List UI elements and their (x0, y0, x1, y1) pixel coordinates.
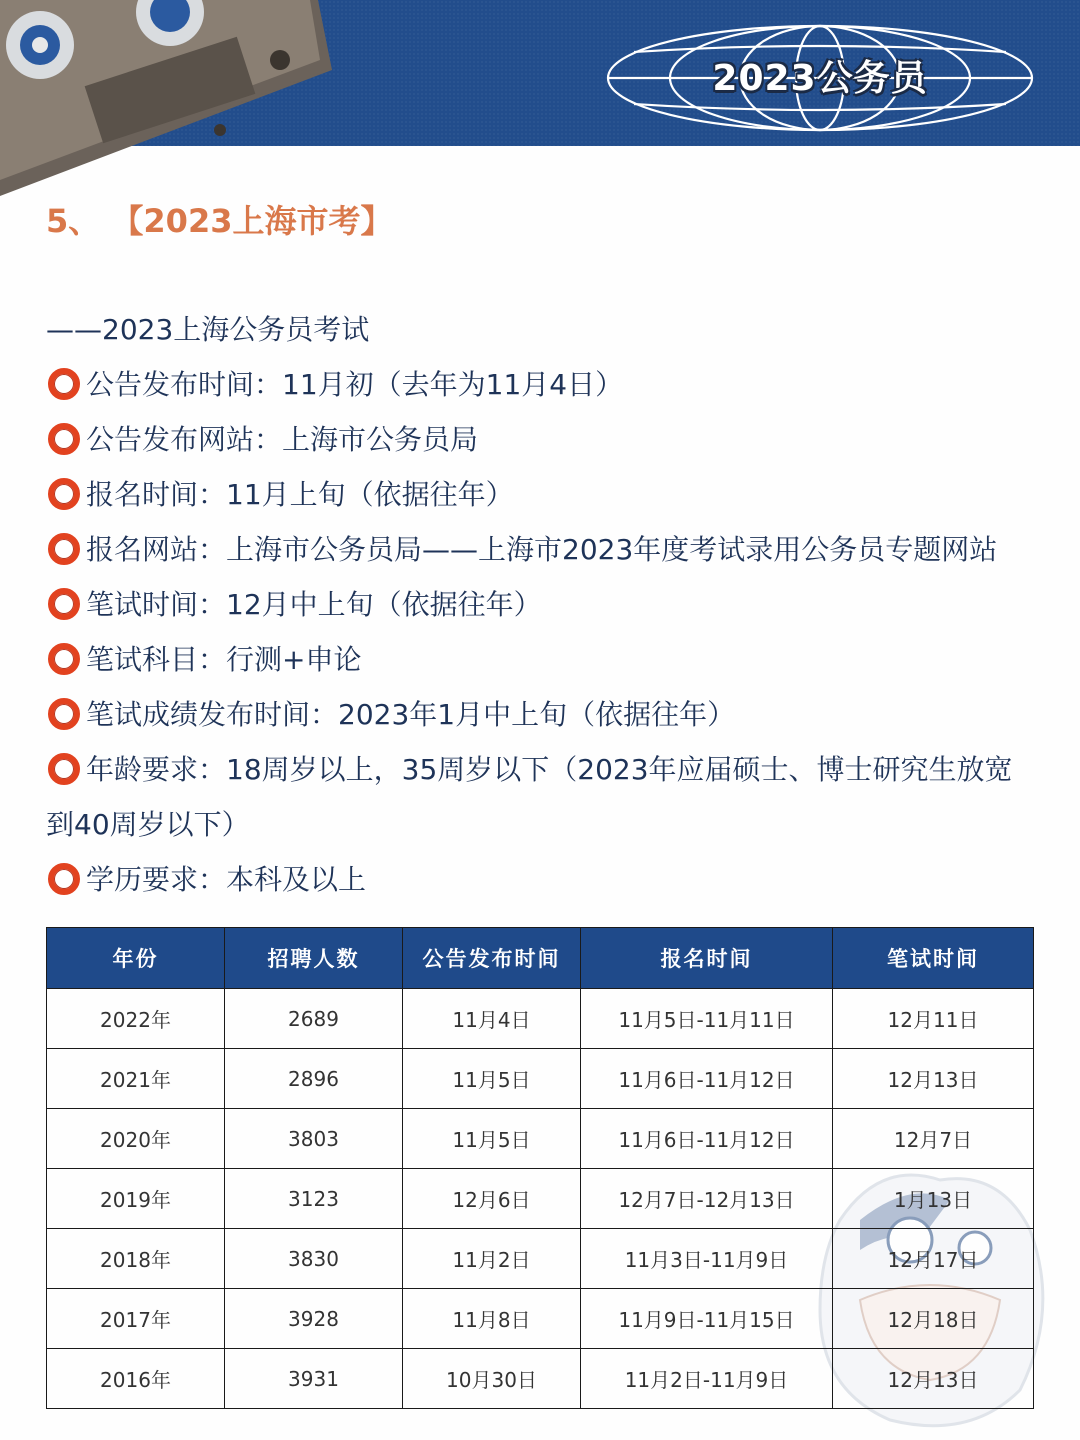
red-ring-icon (48, 423, 80, 455)
red-ring-icon (48, 698, 80, 730)
red-ring-icon (48, 478, 80, 510)
table-cell: 12月13日 (833, 1349, 1034, 1409)
list-item: 公告发布时间：11月初（去年为11月4日） (46, 357, 1036, 412)
table-cell: 11月6日-11月12日 (581, 1049, 833, 1109)
table-cell: 1月13日 (833, 1169, 1034, 1229)
red-ring-icon (48, 753, 80, 785)
intro-line: ——2023上海公务员考试 (46, 313, 370, 346)
table-header-cell: 报名时间 (581, 928, 833, 989)
table-cell: 2016年 (47, 1349, 225, 1409)
table-cell: 2020年 (47, 1109, 225, 1169)
table-cell: 10月30日 (403, 1349, 581, 1409)
table-row (47, 1349, 1034, 1409)
table-cell: 3123 (225, 1169, 403, 1229)
table-cell: 12月6日 (403, 1169, 581, 1229)
table-cell: 11月6日-11月12日 (581, 1109, 833, 1169)
table-row (47, 1229, 1034, 1289)
table-cell: 2019年 (47, 1169, 225, 1229)
cassette-tape-icon (0, 0, 340, 200)
table-cell: 11月3日-11月9日 (581, 1229, 833, 1289)
table-cell: 11月5日-11月11日 (581, 989, 833, 1049)
table-header-cell: 招聘人数 (225, 928, 403, 989)
table-cell: 11月9日-11月15日 (581, 1289, 833, 1349)
table-cell: 2896 (225, 1049, 403, 1109)
red-ring-icon (48, 863, 80, 895)
red-ring-icon (48, 533, 80, 565)
table-cell: 3803 (225, 1109, 403, 1169)
red-ring-icon (48, 588, 80, 620)
table-header-row (47, 928, 1034, 989)
table-row (47, 989, 1034, 1049)
table-cell: 11月4日 (403, 989, 581, 1049)
table-cell: 3928 (225, 1289, 403, 1349)
table-cell: 2689 (225, 989, 403, 1049)
table-cell: 12月7日-12月13日 (581, 1169, 833, 1229)
table-row (47, 1289, 1034, 1349)
red-ring-icon (48, 643, 80, 675)
table-cell: 3830 (225, 1229, 403, 1289)
table-header-cell: 年份 (47, 928, 225, 989)
section-title: 5、 【2023上海市考】 (46, 202, 393, 240)
table-cell: 11月2日-11月9日 (581, 1349, 833, 1409)
table-cell: 3931 (225, 1349, 403, 1409)
table-cell: 11月8日 (403, 1289, 581, 1349)
header-banner (0, 0, 1080, 146)
table-header-cell: 公告发布时间 (403, 928, 581, 989)
table-cell: 2017年 (47, 1289, 225, 1349)
table-cell: 11月5日 (403, 1109, 581, 1169)
table-row (47, 1109, 1034, 1169)
list-item: 笔试时间：12月中上旬（依据往年） (46, 577, 1036, 632)
info-list (46, 302, 1036, 907)
table-cell: 12月7日 (833, 1109, 1034, 1169)
exam-history-table (46, 927, 1034, 1409)
table-cell: 2021年 (47, 1049, 225, 1109)
list-item: 年龄要求：18周岁以上，35周岁以下（2023年应届硕士、博士研究生放宽到40周岁以下） (46, 753, 1013, 841)
list-item: 报名时间：11月上旬（依据往年） (46, 467, 1036, 522)
red-ring-icon (48, 368, 80, 400)
list-item: 笔试科目：行测+申论 (46, 632, 1036, 687)
table-cell: 2022年 (47, 989, 225, 1049)
table-cell: 12月18日 (833, 1289, 1034, 1349)
table-cell: 12月17日 (833, 1229, 1034, 1289)
table-header-cell: 笔试时间 (833, 928, 1034, 989)
list-item: 笔试成绩发布时间：2023年1月中上旬（依据往年） (46, 687, 1036, 742)
header-badge-title: 2023公务员 (712, 58, 928, 99)
table-cell: 2018年 (47, 1229, 225, 1289)
table-row (47, 1049, 1034, 1109)
list-item: 学历要求：本科及以上 (46, 852, 1036, 907)
table-row (47, 1169, 1034, 1229)
list-item: 公告发布网站：上海市公务员局 (46, 412, 1036, 467)
table-cell: 12月11日 (833, 989, 1034, 1049)
table-cell: 11月2日 (403, 1229, 581, 1289)
table-cell: 12月13日 (833, 1049, 1034, 1109)
list-item: 报名网站：上海市公务员局——上海市2023年度考试录用公务员专题网站 (46, 522, 1036, 577)
table-cell: 11月5日 (403, 1049, 581, 1109)
